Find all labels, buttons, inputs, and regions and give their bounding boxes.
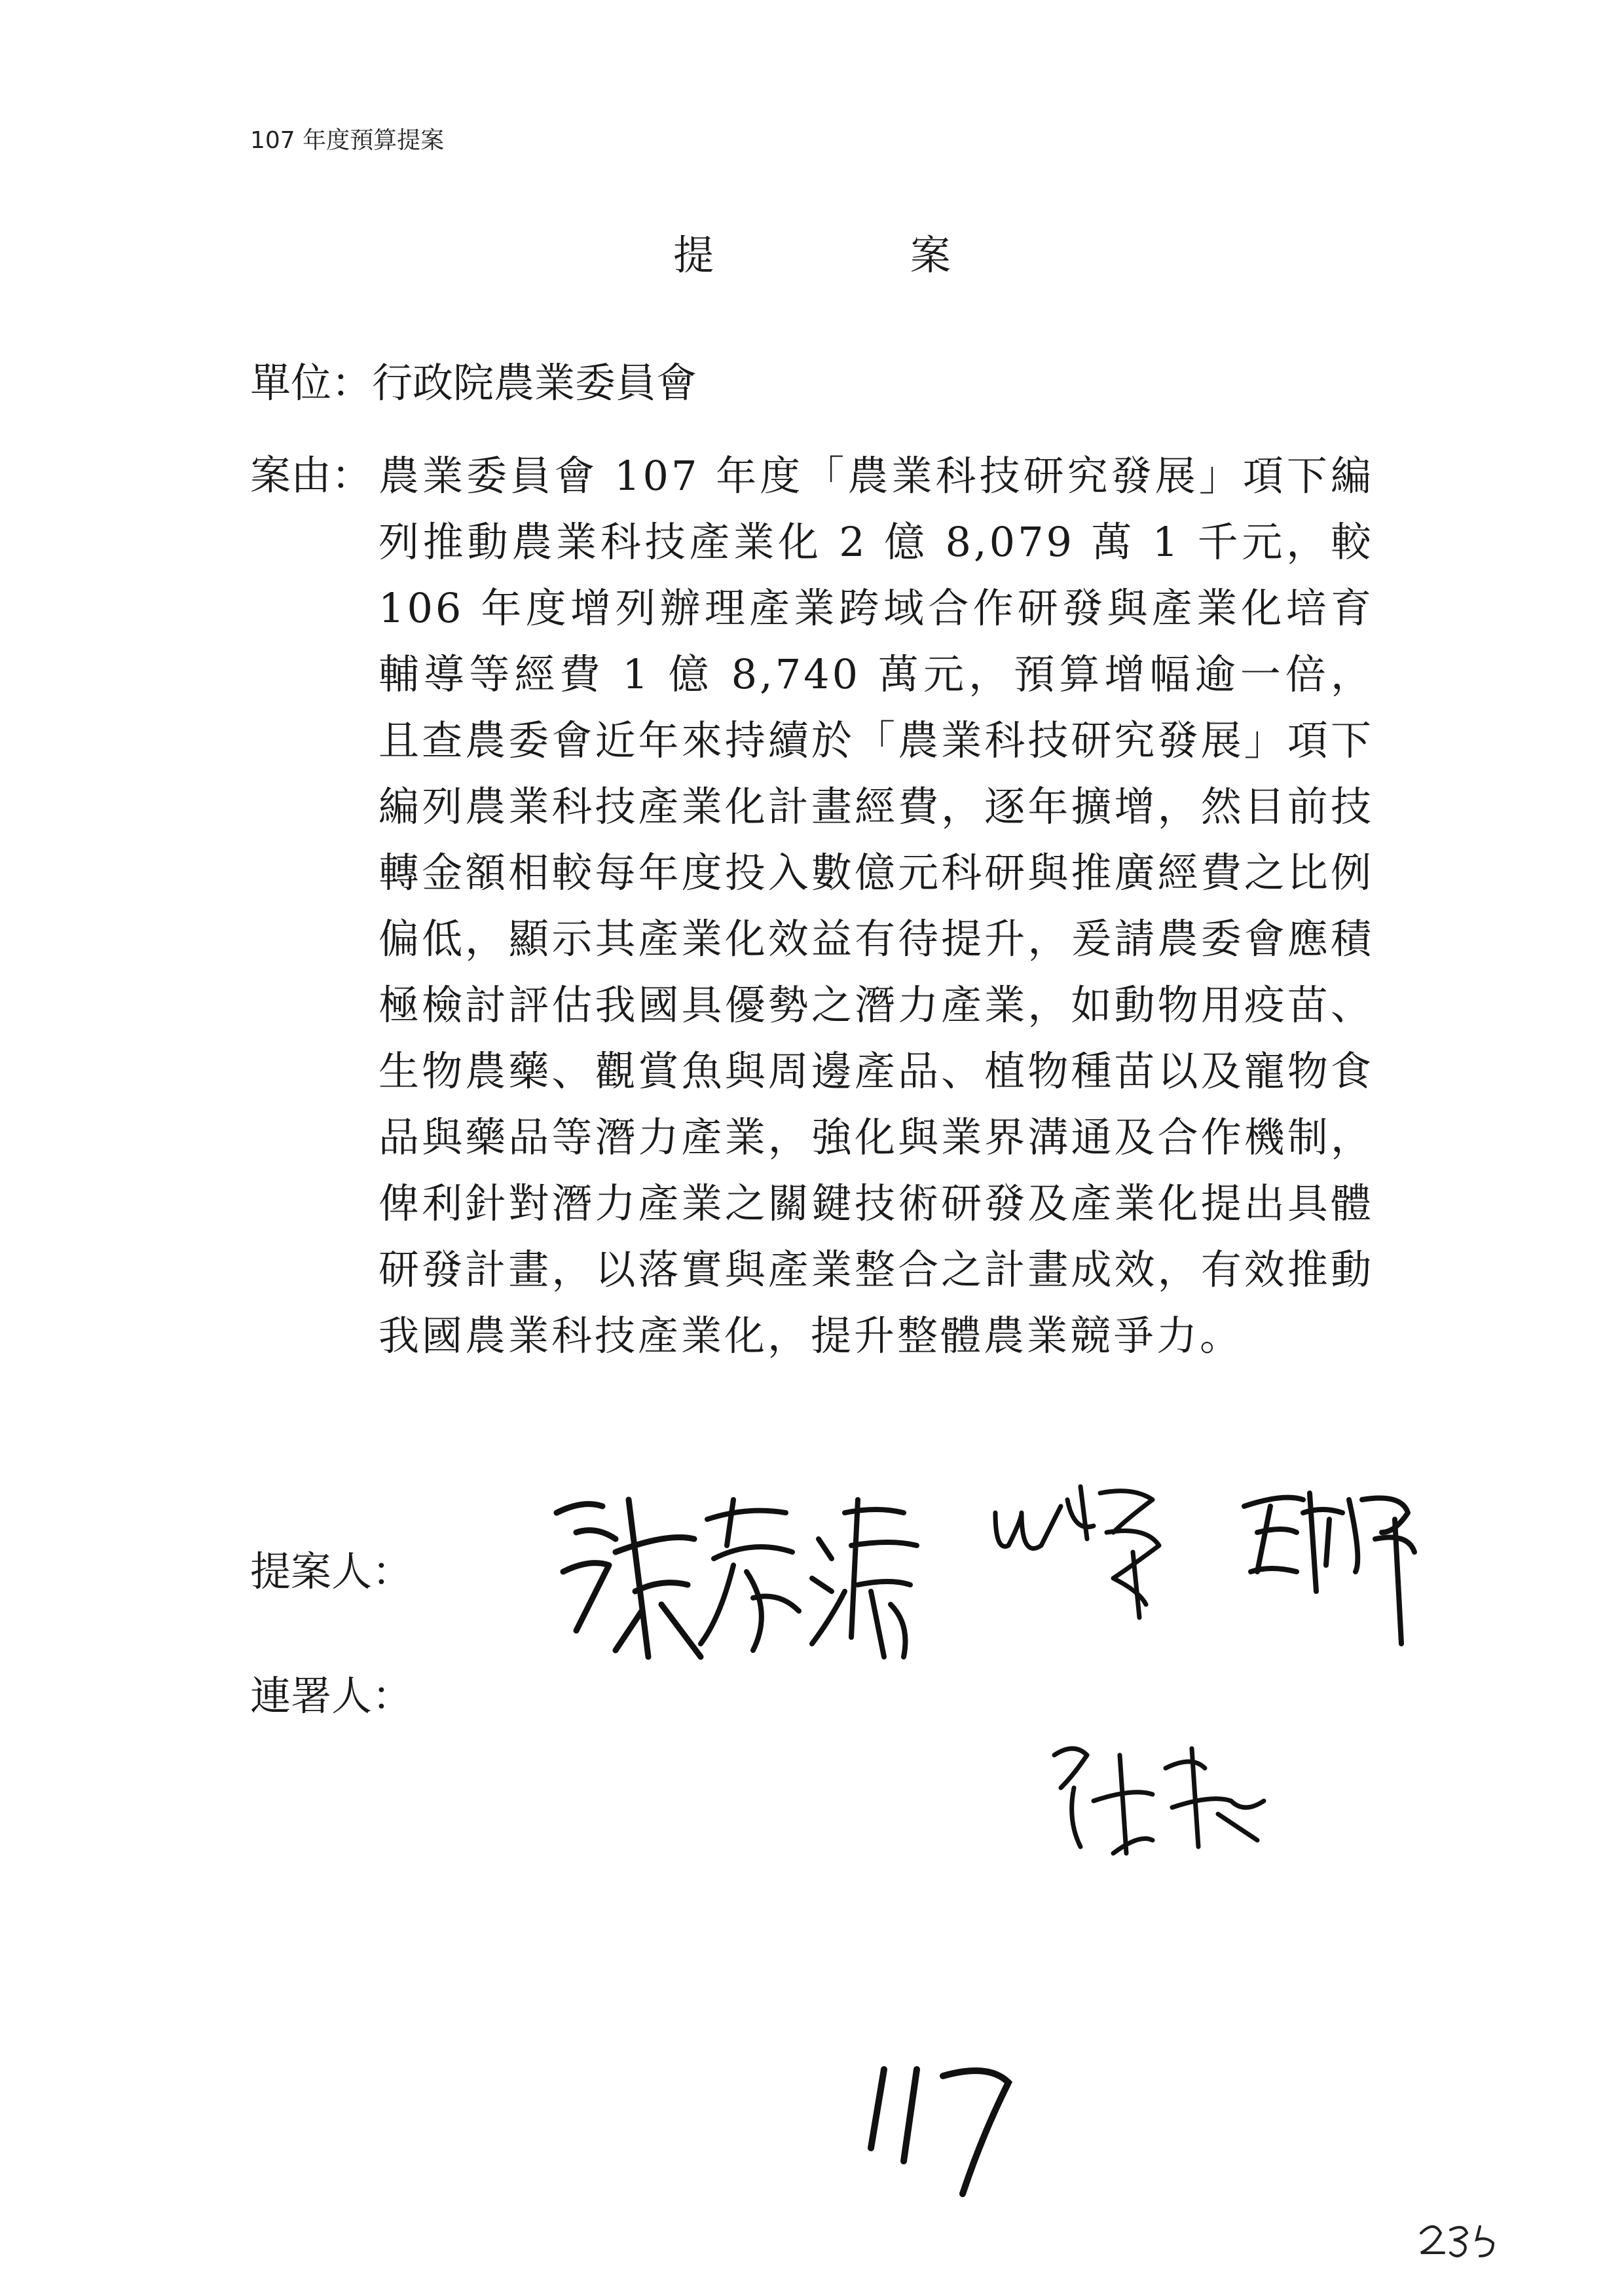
unit-row xyxy=(250,350,697,409)
unit-label: 單位： xyxy=(250,359,373,407)
signature-3 xyxy=(1231,1460,1454,1657)
corner-page-number xyxy=(1414,2213,1506,2272)
cosigner-signature xyxy=(1041,1716,1290,1873)
signature-2 xyxy=(982,1460,1205,1624)
handwritten-page-number xyxy=(858,2043,1028,2200)
document-title: 提 案 xyxy=(673,231,1043,279)
cosigner-label: 連署人： xyxy=(250,1672,413,1720)
proposer-signature xyxy=(537,1460,943,1683)
reason-label: 案由： xyxy=(250,451,373,499)
proposer-label: 提案人： xyxy=(250,1547,413,1595)
reason-text: 農業委員會 107 年度「農業科技研究發展」項下編列推動農業科技產業化 2 億 8,079 萬 1 千元，較 106 年度增列辦理產業跨域合作研發與產業化培育輔導等經費 1 億 8,740 萬元，預算增幅逾一倍，且查農委會近年來持續於「農業科技研究發展」項下編列農業科技產業化計畫經費，逐年擴增，然目前技轉金額相較每年度投入數億元科研與推廣經費之比例偏低，顯示其產業化效益有待提升，爰請農委會應積極檢討評估我國具優勢之潛力產業，如動物用疫苗、生物農藥、觀賞魚與周邊產品、植物種苗以及寵物食品與藥品等潛力產業，強化與業界溝通及合作機制，俾利針對潛力產業之關鍵技術研發及產業化提出具體研發計畫，以落實與產業整合之計畫成效，有效推動我國農業科技產業化，提升整體農業競爭力。 xyxy=(378,452,1374,1360)
unit-value: 行政院農業委員會 xyxy=(372,359,697,407)
header-note: 107 年度預算提案 xyxy=(250,127,445,154)
